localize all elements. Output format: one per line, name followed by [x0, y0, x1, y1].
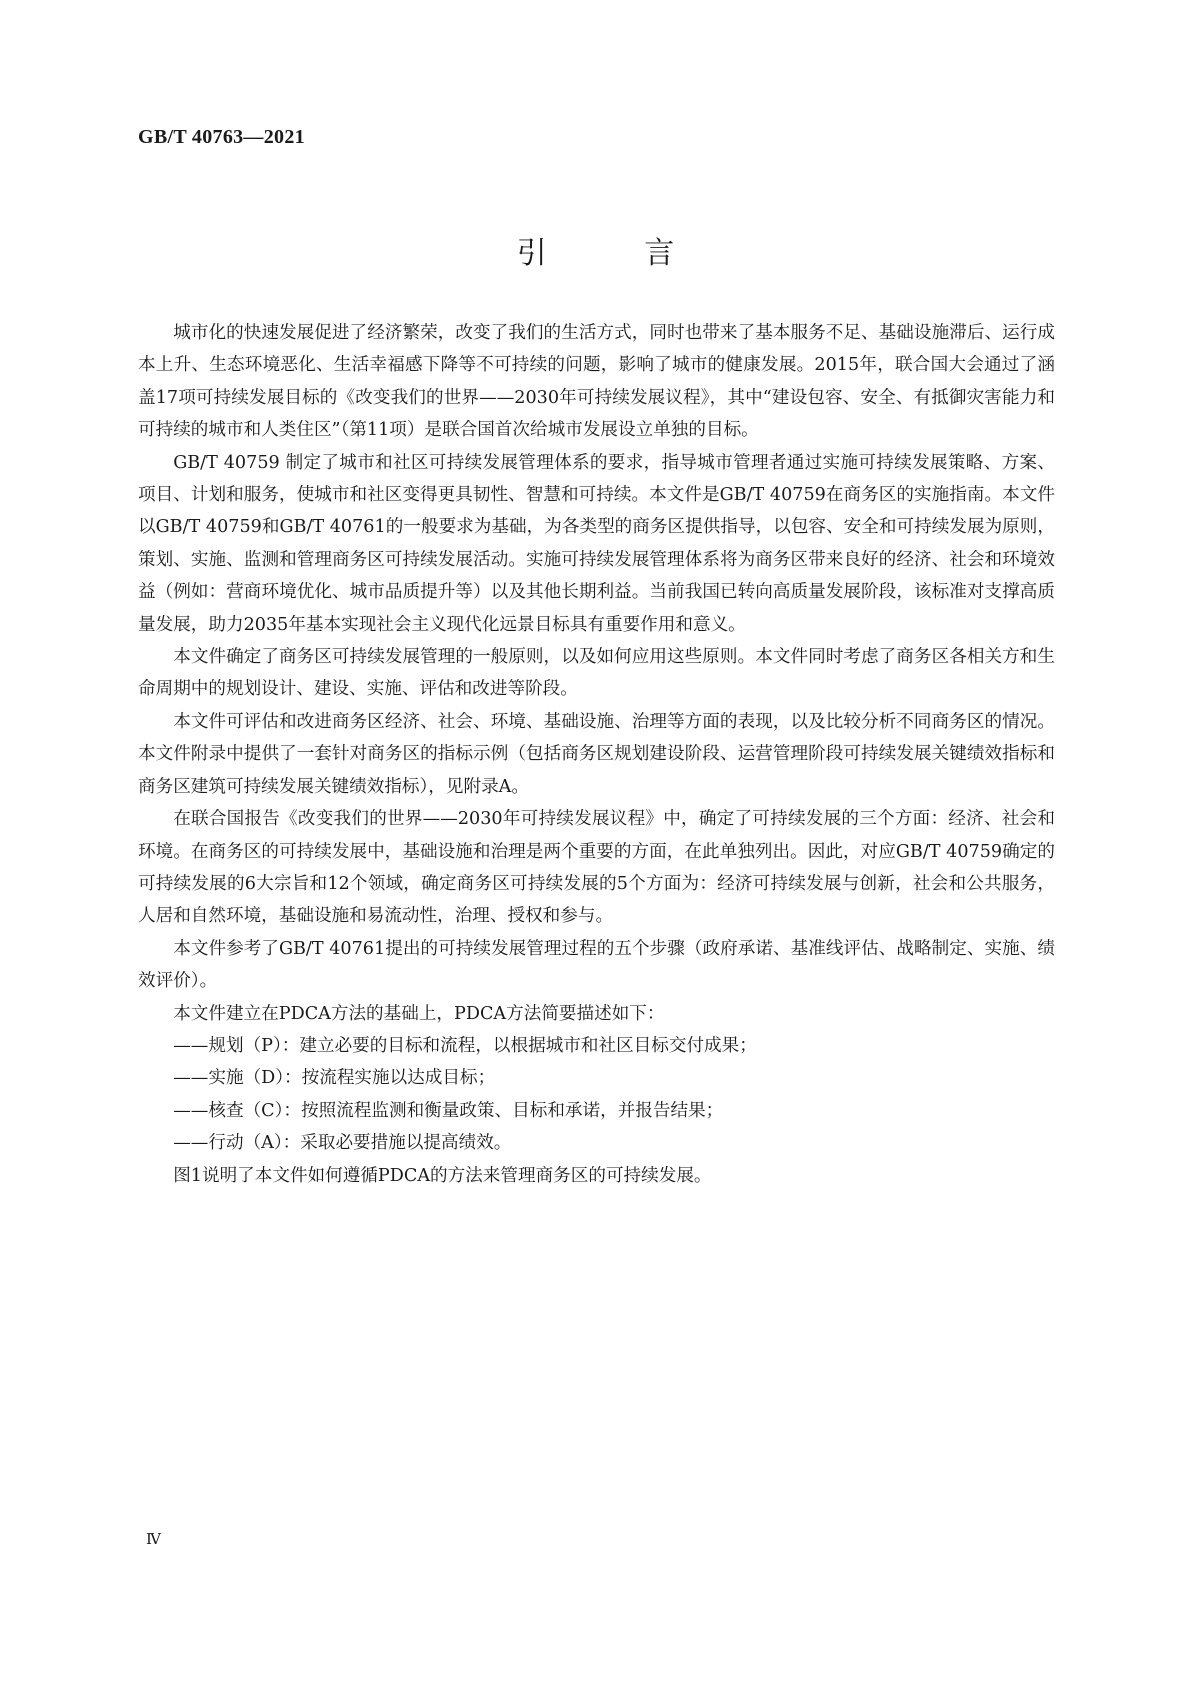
pdca-item-do: ——实施（D）：按流程实施以达成目标； — [173, 1068, 496, 1089]
paragraph: 城市化的快速发展促进了经济繁荣，改变了我们的生活方式，同时也带来了基本服务不足、基础设施滞后、运行成本上升、生态环境恶化、生活幸福感下降等不可持续的问题，影响了城市的健康发展。2015年，联合国大会通过了涵盖17项可持续发展目标的《改变我们的世界——2030年可持续发展议程》，其中“建设包容、安全、有抵御灾害能力和可持续的城市和人类住区”（第11项）是联合国首次给城市发展设立单独的目标。 — [138, 323, 1055, 441]
pdca-item-check: ——核查（C）：按照流程监测和衡量政策、目标和承诺，并报告结果； — [173, 1100, 724, 1121]
standard-code: GB/T 40763—2021 — [138, 126, 305, 148]
introduction-body — [138, 317, 1055, 1192]
paragraph: 本文件参考了GB/T 40761提出的可持续发展管理过程的五个步骤（政府承诺、基准线评估、战略制定、实施、绩效评价）。 — [138, 938, 1055, 992]
pdca-item-plan: ——规划（P）：建立必要的目标和流程，以根据城市和社区目标交付成果； — [173, 1035, 757, 1056]
section-title: 引 言 — [516, 236, 719, 271]
paragraph: 本文件建立在PDCA方法的基础上，PDCA方法简要描述如下： — [173, 1003, 665, 1024]
paragraph-closing: 图1说明了本文件如何遵循PDCA的方法来管理商务区的可持续发展。 — [173, 1165, 712, 1186]
paragraph: 本文件可评估和改进商务区经济、社会、环境、基础设施、治理等方面的表现，以及比较分析不同商务区的情况。本文件附录中提供了一套针对商务区的指标示例（包括商务区规划建设阶段、运营管理阶段可持续发展关键绩效指标和商务区建筑可持续发展关键绩效指标），见附录A。 — [138, 711, 1055, 797]
page-number: Ⅳ — [146, 1532, 161, 1548]
paragraph: GB/T 40759 制定了城市和社区可持续发展管理体系的要求，指导城市管理者通过实施可持续发展策略、方案、项目、计划和服务，使城市和社区变得更具韧性、智慧和可持续。本文件是GB/T 40759在商务区的实施指南。本文件以GB/T 40759和GB/T 40761的一般要求为基础，为各类型的商务区提供指导，以包容、安全和可持续发展为原则，策划、实施、监测和管理商务区可持续发展活动。实施可持续发展管理体系将为商务区带来良好的经济、社会和环境效益（例如：营商环境优化、城市品质提升等）以及其他长期利益。当前我国已转向高质量发展阶段，该标准对支撑高质量发展，助力2035年基本实现社会主义现代化远景目标具有重要作用和意义。 — [138, 452, 1055, 635]
paragraph: 在联合国报告《改变我们的世界——2030年可持续发展议程》中，确定了可持续发展的三个方面：经济、社会和环境。在商务区的可持续发展中，基础设施和治理是两个重要的方面，在此单独列出。因此，对应GB/T 40759确定的可持续发展的6大宗旨和12个领域，确定商务区可持续发展的5个方面为：经济可持续发展与创新，社会和公共服务，人居和自然环境，基础设施和易流动性，治理、授权和参与。 — [138, 809, 1055, 927]
paragraph: 本文件确定了商务区可持续发展管理的一般原则，以及如何应用这些原则。本文件同时考虑了商务区各相关方和生命周期中的规划设计、建设、实施、评估和改进等阶段。 — [138, 647, 1055, 700]
pdca-item-act: ——行动（A）：采取必要措施以提高绩效。 — [173, 1133, 512, 1154]
